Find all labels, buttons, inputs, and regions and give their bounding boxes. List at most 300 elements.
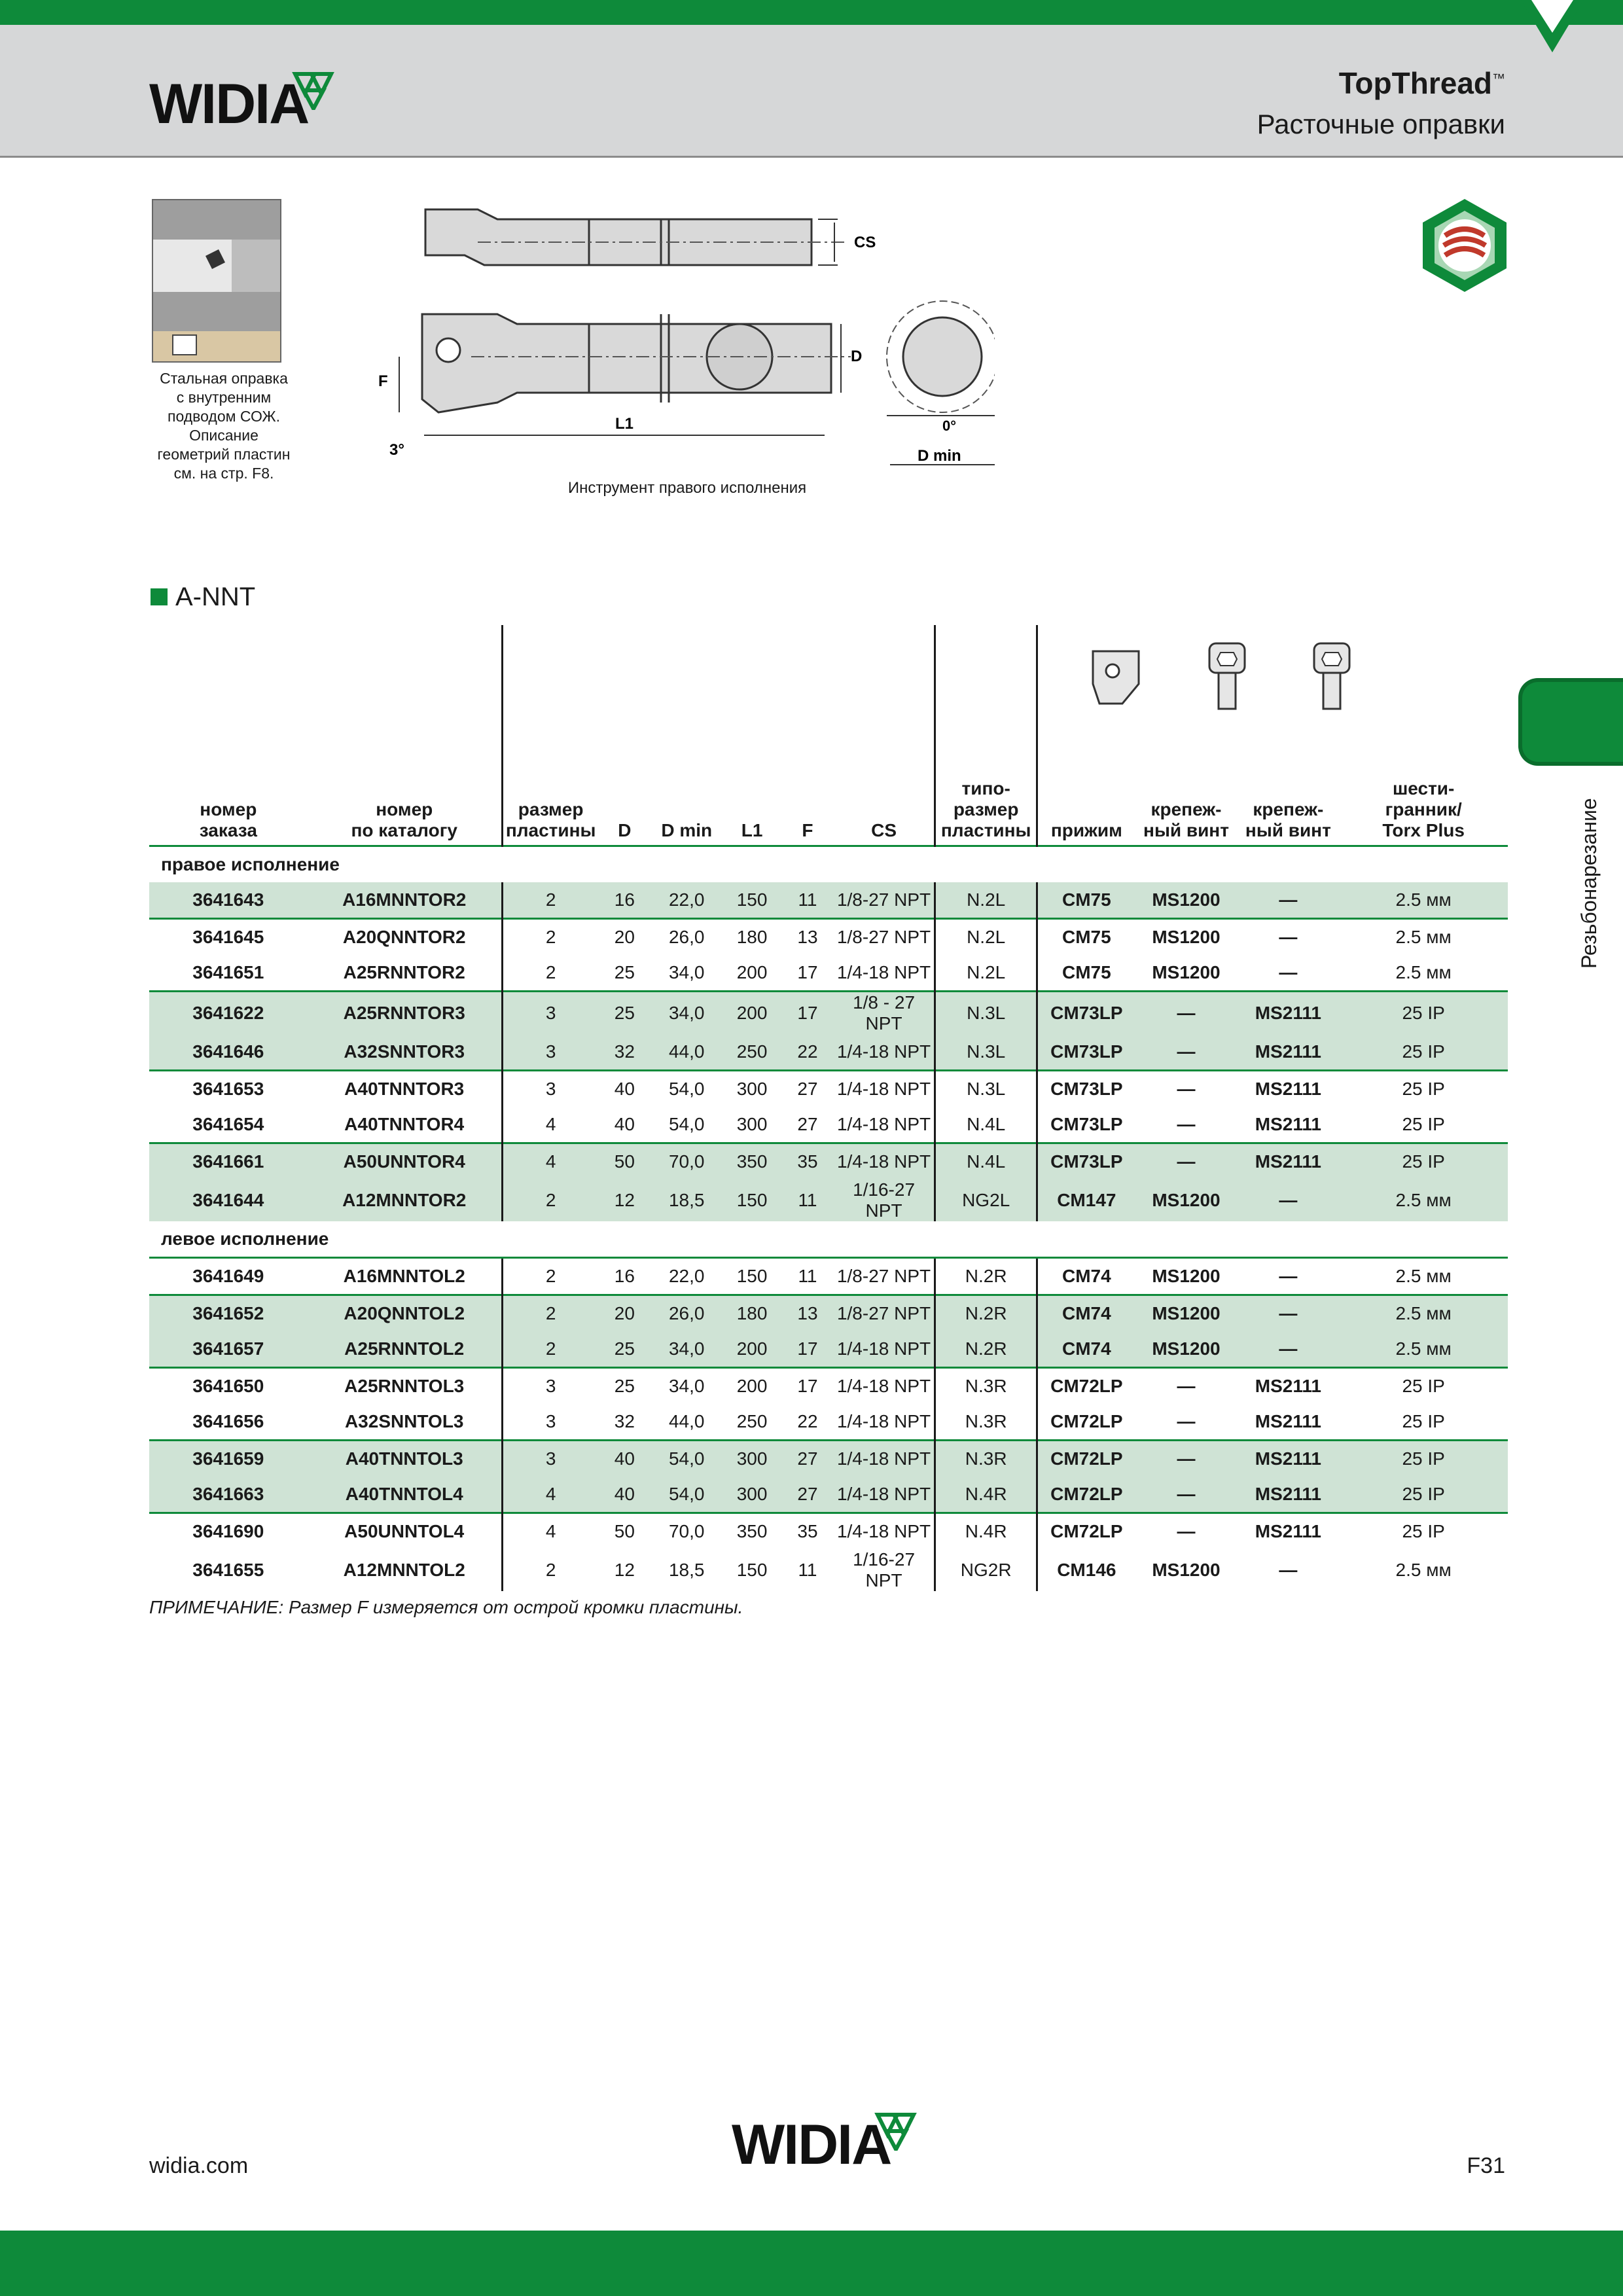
table-cell: 2 (502, 1549, 598, 1591)
side-tab[interactable] (1518, 678, 1623, 766)
table-cell: 1/4-18 NPT (834, 1071, 935, 1107)
table-row (149, 1477, 1508, 1513)
table-row (149, 1404, 1508, 1441)
table-cell: 1/4-18 NPT (834, 1513, 935, 1550)
table-cell: 50 (598, 1513, 651, 1550)
table-cell: 25 IP (1402, 1411, 1445, 1431)
table-cell: 300 (722, 1071, 781, 1107)
table-row (149, 1441, 1508, 1477)
table-cell: 32 (614, 1411, 635, 1431)
insert-screw-icon (1309, 638, 1355, 717)
group-label: правое исполнение (161, 854, 340, 874)
footer-logo-text: WIDIA (732, 2113, 891, 2176)
table-cell: 3 (502, 1368, 598, 1405)
table-cell: 34,0 (651, 1331, 722, 1368)
table-cell: — (1237, 1295, 1339, 1332)
table-cell: 4 (502, 1143, 598, 1180)
page-header (0, 25, 1623, 158)
table-cell: A25RNNTOL3 (308, 1368, 503, 1405)
table-cell: A25RNNTOR2 (343, 962, 465, 982)
table-cell: 3641622 (149, 992, 308, 1035)
table-cell: 25 (598, 1331, 651, 1368)
table-cell: A40TNNTOR4 (344, 1114, 465, 1134)
table-cell: 2 (502, 882, 598, 919)
table-cell: 2 (502, 919, 598, 956)
table-cell: 3 (502, 1441, 598, 1477)
column-header: типо- размер пластины (935, 625, 1037, 846)
table-cell: 4 (502, 1477, 598, 1513)
table-cell: 18,5 (668, 1560, 705, 1580)
table-cell: 180 (722, 1295, 781, 1332)
table-cell: A20QNNTOR2 (308, 919, 503, 956)
table-cell: 12 (614, 1560, 635, 1580)
table-cell: 2.5 мм (1339, 1331, 1508, 1368)
table-cell: 3641655 (192, 1560, 264, 1580)
table-cell: CM74 (1037, 1295, 1135, 1332)
table-cell: — (1135, 992, 1238, 1035)
table-cell: 27 (781, 1441, 834, 1477)
table-cell: 34,0 (651, 1368, 722, 1405)
table-cell: 1/4-18 NPT (834, 1441, 935, 1477)
table-cell: MS2111 (1237, 1477, 1339, 1513)
table-cell: — (1237, 1258, 1339, 1295)
table-cell: 25 IP (1339, 992, 1508, 1035)
logo-text: WIDIA (149, 73, 309, 135)
table-cell: 3641644 (149, 1179, 308, 1221)
table-cell: 16 (598, 1258, 651, 1295)
table-cell: 54,0 (651, 1071, 722, 1107)
table-cell: CM73LP (1037, 992, 1135, 1035)
table-cell: MS1200 (1152, 962, 1221, 982)
table-cell: 25 IP (1339, 1071, 1508, 1107)
table-row (149, 1295, 1508, 1332)
dim-f-label: F (378, 372, 388, 390)
table-cell: MS1200 (1135, 1258, 1238, 1295)
table-cell: 25 IP (1402, 1114, 1445, 1134)
table-cell: 3641661 (149, 1143, 308, 1180)
table-row (149, 919, 1508, 956)
table-cell: 200 (736, 962, 768, 982)
table-cell: 2.5 мм (1395, 1560, 1452, 1580)
footer-logo-triangles-icon (874, 2111, 920, 2151)
table-row (149, 882, 1508, 919)
table-cell: MS2111 (1237, 992, 1339, 1035)
table-cell: 22,0 (651, 882, 722, 919)
column-header: крепеж- ный винт (1245, 799, 1331, 840)
table-cell: 1/8-27 NPT (834, 1258, 935, 1295)
table-cell: CM73LP (1037, 1071, 1135, 1107)
table-cell: N.3R (935, 1441, 1037, 1477)
table-cell: 3641643 (149, 882, 308, 919)
table-cell: 32 (598, 1034, 651, 1071)
tool-in-bore-image (152, 199, 281, 363)
table-cell: N.2R (935, 1295, 1037, 1332)
table-body (149, 846, 1508, 1592)
table-cell: MS1200 (1135, 919, 1238, 956)
table-cell: A32SNNTOR3 (308, 1034, 503, 1071)
table-cell: MS1200 (1152, 1560, 1221, 1580)
table-cell: A20QNNTOL2 (308, 1295, 503, 1332)
table-cell: 1/4-18 NPT (836, 1114, 931, 1134)
product-table (149, 625, 1508, 1591)
table-cell: 3641645 (149, 919, 308, 956)
table-cell: 18,5 (651, 1179, 722, 1221)
column-header: крепеж- ный винт (1143, 799, 1229, 840)
dim-l1-label: L1 (615, 415, 634, 433)
table-cell: 2 (502, 1179, 598, 1221)
side-tab-label: Резьбонарезание (1577, 798, 1601, 969)
table-cell: 3641690 (149, 1513, 308, 1550)
table-cell: 16 (598, 882, 651, 919)
table-cell: 13 (781, 919, 834, 956)
table-cell: 25 IP (1339, 1513, 1508, 1550)
table-cell: A40TNNTOL4 (308, 1477, 503, 1513)
table-cell: 17 (781, 1368, 834, 1405)
table-cell: CM72LP (1037, 1477, 1135, 1513)
table-cell: 26,0 (651, 919, 722, 956)
table-cell: 1/4-18 NPT (834, 1477, 935, 1513)
table-cell: — (1135, 1441, 1238, 1477)
table-cell: 27 (797, 1114, 818, 1134)
table-cell: MS1200 (1135, 1295, 1238, 1332)
table-cell: 150 (736, 1560, 768, 1580)
thread-hexagon-icon (1419, 196, 1510, 295)
table-cell: 12 (598, 1179, 651, 1221)
table-cell: 3641656 (192, 1411, 264, 1431)
column-header: номер заказа (199, 799, 257, 840)
table-cell: 300 (722, 1477, 781, 1513)
table-cell: 3641654 (192, 1114, 264, 1134)
table-cell: NG2R (935, 1549, 1037, 1591)
table-cell: 11 (781, 1179, 834, 1221)
table-cell: 54,0 (651, 1477, 722, 1513)
table-row (149, 1034, 1508, 1071)
table-cell: 3 (502, 1034, 598, 1071)
table-cell: 1/8-27 NPT (834, 882, 935, 919)
column-header: D min (661, 820, 713, 840)
table-cell: 4 (502, 1513, 598, 1550)
table-cell: 11 (798, 1560, 817, 1580)
dim-dmin-label: D min (918, 447, 961, 465)
table-cell: — (1135, 1477, 1238, 1513)
table-cell: MS2111 (1237, 1143, 1339, 1180)
table-cell: 44,0 (651, 1034, 722, 1071)
table-cell: 34,0 (651, 992, 722, 1035)
table-row (149, 1107, 1508, 1143)
header-notch-inner (1531, 0, 1573, 33)
column-header: прижим (1037, 625, 1135, 846)
table-cell: A12MNNTOR2 (308, 1179, 503, 1221)
table-cell: MS2111 (1255, 1114, 1321, 1134)
table-cell: N.2L (935, 882, 1037, 919)
table-cell: — (1135, 1034, 1238, 1071)
table-cell: 40 (598, 1441, 651, 1477)
table-cell: — (1279, 1560, 1298, 1580)
table-cell: 1/8-27 NPT (834, 919, 935, 956)
product-title (1339, 65, 1505, 101)
table-cell: CM75 (1037, 919, 1135, 956)
table-cell: 1/4-18 NPT (836, 1411, 931, 1431)
table-cell: 40 (614, 1114, 635, 1134)
table-cell: 300 (736, 1114, 768, 1134)
column-header: размер пластины (502, 625, 598, 846)
table-cell: 1/16-27 NPT (853, 1549, 916, 1590)
clamp-icon (1086, 645, 1145, 710)
table-cell: 11 (781, 1258, 834, 1295)
table-cell: MS2111 (1255, 1411, 1321, 1431)
table-cell: N.2L (935, 919, 1037, 956)
tool-drawing (366, 183, 995, 471)
table-cell: A25RNNTOL2 (308, 1331, 503, 1368)
table-cell: — (1237, 1331, 1339, 1368)
table-cell: 3641650 (149, 1368, 308, 1405)
table-cell: 150 (722, 1258, 781, 1295)
column-header: номер по каталогу (351, 799, 457, 840)
table-cell: N.3L (935, 992, 1037, 1035)
table-cell: A50UNNTOR4 (308, 1143, 503, 1180)
table-cell: 35 (781, 1143, 834, 1180)
table-cell: CM72LP (1037, 1404, 1135, 1441)
dim-d-label: D (851, 348, 863, 365)
table-cell: 54,0 (651, 1441, 722, 1477)
table-cell: CM73LP (1037, 1143, 1135, 1180)
table-row (149, 1071, 1508, 1107)
table-row (149, 1331, 1508, 1368)
table-cell: 70,0 (651, 1143, 722, 1180)
column-header: CS (871, 820, 897, 840)
table-cell: 20 (598, 919, 651, 956)
table-cell: 17 (797, 962, 818, 982)
table-row (149, 1143, 1508, 1180)
table-cell: CM74 (1037, 1331, 1135, 1368)
table-cell: 2 (502, 1258, 598, 1295)
table-cell: A50UNNTOL4 (308, 1513, 503, 1550)
group-row (149, 1221, 1508, 1258)
table-cell: CM75 (1037, 955, 1135, 992)
footer-url-link[interactable]: widia.com (149, 2153, 249, 2178)
table-cell: 26,0 (651, 1295, 722, 1332)
table-cell: N.2R (935, 1258, 1037, 1295)
table-row (149, 1549, 1508, 1591)
table-cell: MS2111 (1237, 1034, 1339, 1071)
table-cell: 3 (502, 992, 598, 1035)
table-cell: 2.5 мм (1339, 882, 1508, 919)
top-green-bar (0, 0, 1623, 25)
table-cell: 2.5 мм (1339, 1295, 1508, 1332)
table-cell: 300 (722, 1441, 781, 1477)
table-cell: 250 (722, 1034, 781, 1071)
table-cell: — (1135, 1071, 1238, 1107)
column-header: F (802, 820, 813, 840)
table-cell: 25 IP (1339, 1477, 1508, 1513)
table-cell: NG2L (935, 1179, 1037, 1221)
bottom-green-bar (0, 2231, 1623, 2296)
table-cell: 1/4-18 NPT (836, 962, 931, 982)
table-cell: 22 (781, 1034, 834, 1071)
table-cell: 25 IP (1339, 1368, 1508, 1405)
table-cell: 27 (781, 1477, 834, 1513)
table-cell: 25 (598, 1368, 651, 1405)
table-cell: 3 (502, 1071, 598, 1107)
table-cell: N.4R (935, 1513, 1037, 1550)
table-cell: CM73LP (1037, 1107, 1135, 1143)
table-cell: CM72LP (1037, 1441, 1135, 1477)
table-cell: 25 (598, 992, 651, 1035)
table-cell: 2.5 мм (1339, 919, 1508, 956)
table-cell: 3641649 (149, 1258, 308, 1295)
table-cell: MS2111 (1237, 1071, 1339, 1107)
table-cell: 50 (598, 1143, 651, 1180)
table-cell: 150 (722, 1179, 781, 1221)
table-cell: — (1237, 882, 1339, 919)
table-cell: — (1135, 1513, 1238, 1550)
table-cell: 2 (502, 1295, 598, 1332)
table-cell: — (1177, 1411, 1196, 1431)
table-cell: CM72LP (1037, 1513, 1135, 1550)
table-cell: MS1200 (1135, 1331, 1238, 1368)
table-cell: A32SNNTOL3 (344, 1411, 464, 1431)
table-cell: 3641652 (149, 1295, 308, 1332)
clamp-screw-icon (1204, 638, 1250, 717)
table-cell: 25 IP (1339, 1034, 1508, 1071)
table-cell: 200 (722, 992, 781, 1035)
table-cell: 70,0 (651, 1513, 722, 1550)
table-cell: 3641651 (192, 962, 264, 982)
table-cell: N.4L (935, 1107, 1037, 1143)
table-cell: CM146 (1037, 1549, 1135, 1591)
table-cell: A16MNNTOL2 (308, 1258, 503, 1295)
table-cell: CM75 (1037, 882, 1135, 919)
table-cell: 3641657 (149, 1331, 308, 1368)
dim-cs-label: CS (854, 234, 876, 251)
table-cell: 44,0 (668, 1411, 705, 1431)
table-cell: 2.5 мм (1395, 962, 1452, 982)
table-cell: 11 (781, 882, 834, 919)
table-cell: — (1237, 919, 1339, 956)
table-cell: A40TNNTOL3 (308, 1441, 503, 1477)
figure-caption-center: Инструмент правого исполнения (567, 479, 807, 497)
table-cell: 1/4-18 NPT (834, 1331, 935, 1368)
table-cell: 3641663 (149, 1477, 308, 1513)
table-cell: CM74 (1037, 1258, 1135, 1295)
table-cell: — (1279, 962, 1298, 982)
table-cell: 1/4-18 NPT (834, 1368, 935, 1405)
table-cell: 350 (722, 1513, 781, 1550)
table-cell: CM73LP (1037, 1034, 1135, 1071)
table-cell: 25 (614, 962, 635, 982)
table-cell: MS2111 (1237, 1368, 1339, 1405)
table-cell: 34,0 (668, 962, 705, 982)
footer-widia-logo (732, 2113, 891, 2178)
table-cell: 27 (781, 1071, 834, 1107)
table-cell: 1/4-18 NPT (834, 1143, 935, 1180)
table-cell: MS2111 (1237, 1513, 1339, 1550)
page-subtitle: Расточные оправки (1257, 109, 1505, 139)
table-cell: MS2111 (1237, 1441, 1339, 1477)
column-header: L1 (741, 820, 763, 840)
table-cell: 40 (598, 1071, 651, 1107)
table-cell: N.3L (935, 1071, 1037, 1107)
table-cell: 22,0 (651, 1258, 722, 1295)
table-cell: — (1135, 1143, 1238, 1180)
table-cell: 180 (722, 919, 781, 956)
table-cell: 2.5 мм (1339, 1179, 1508, 1221)
table-cell: 2.5 мм (1339, 1258, 1508, 1295)
table-cell: — (1135, 1368, 1238, 1405)
table-cell: N.3R (935, 1404, 1037, 1441)
logo-triangles-icon (292, 71, 338, 110)
table-cell: N.2L (935, 955, 1037, 992)
table-cell: 35 (781, 1513, 834, 1550)
table-cell: — (1237, 1179, 1339, 1221)
table-cell: 1/16-27 NPT (834, 1179, 935, 1221)
table-cell: 3641659 (149, 1441, 308, 1477)
table-cell: A25RNNTOR3 (308, 992, 503, 1035)
table-cell: 25 IP (1339, 1441, 1508, 1477)
table-cell: CM147 (1037, 1179, 1135, 1221)
table-row (149, 992, 1508, 1035)
table-cell: 1/8 - 27 NPT (834, 992, 935, 1035)
table-row (149, 1368, 1508, 1405)
group-label: левое исполнение (161, 1229, 329, 1249)
table-cell: 200 (722, 1368, 781, 1405)
table-cell: 350 (722, 1143, 781, 1180)
section-heading (151, 583, 255, 612)
table-row (149, 1258, 1508, 1295)
column-header: шести- гранник/ Torx Plus (1382, 778, 1465, 840)
table-cell: 25 IP (1339, 1143, 1508, 1180)
column-header: D (618, 820, 632, 840)
table-cell: 54,0 (668, 1114, 705, 1134)
dim-angle0-label: 0° (942, 418, 957, 434)
table-cell: N.2R (935, 1331, 1037, 1368)
table-cell: 1/4-18 NPT (834, 1034, 935, 1071)
section-marker-icon (151, 588, 168, 605)
table-row (149, 1513, 1508, 1550)
table-row (149, 1179, 1508, 1221)
table-cell: A40TNNTOR3 (308, 1071, 503, 1107)
group-row (149, 846, 1508, 883)
table-cell: 3 (502, 1404, 598, 1441)
table-cell: 3641646 (149, 1034, 308, 1071)
page-number: F31 (1467, 2153, 1505, 2178)
table-cell: 2 (502, 955, 598, 992)
trademark-mark: ™ (1492, 71, 1505, 86)
table-cell: — (1177, 1114, 1196, 1134)
table-cell: CM72LP (1037, 1368, 1135, 1405)
table-cell: 13 (781, 1295, 834, 1332)
table-cell: N.3R (935, 1368, 1037, 1405)
section-title: A-NNT (175, 583, 256, 611)
table-cell: N.3L (935, 1034, 1037, 1071)
table-cell: N.4L (935, 1143, 1037, 1180)
table-cell: N.4R (935, 1477, 1037, 1513)
table-cell: 1/8-27 NPT (834, 1295, 935, 1332)
table-cell: MS1200 (1135, 882, 1238, 919)
table-cell: 3641653 (149, 1071, 308, 1107)
table-cell: 20 (598, 1295, 651, 1332)
table-cell: 4 (502, 1107, 598, 1143)
table-cell: MS1200 (1135, 1179, 1238, 1221)
dim-angle3-label: 3° (389, 441, 404, 459)
table-cell: 250 (736, 1411, 768, 1431)
table-footnote: ПРИМЕЧАНИЕ: Размер F измеряется от острой кромки пластины. (149, 1597, 743, 1617)
table-cell: 2 (502, 1331, 598, 1368)
table-header-row (149, 625, 1508, 846)
product-name: TopThread (1338, 66, 1492, 100)
table-cell: 17 (781, 992, 834, 1035)
table-cell: 150 (722, 882, 781, 919)
